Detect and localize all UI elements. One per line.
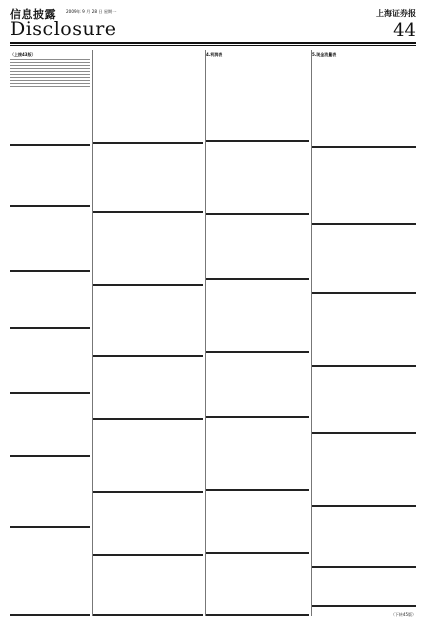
financial-table (93, 147, 203, 213)
financial-table (312, 510, 416, 568)
financial-table (10, 460, 90, 528)
financial-table (206, 421, 309, 491)
financial-table (312, 228, 416, 294)
financial-table (206, 494, 309, 554)
financial-table (312, 370, 416, 434)
column-4 (312, 50, 416, 616)
financial-table (206, 145, 309, 215)
masthead (10, 6, 416, 52)
financial-table (93, 360, 203, 420)
financial-table (10, 92, 90, 146)
financial-table (312, 58, 416, 148)
financial-table (206, 58, 309, 142)
column-3 (206, 50, 309, 616)
financial-table (10, 332, 90, 394)
financial-table (10, 275, 90, 329)
column-1 (10, 50, 90, 616)
financial-table (10, 531, 90, 616)
section-title-cn: 信息披露 (10, 8, 56, 21)
financial-table (93, 289, 203, 357)
section-heading: 4.利润表 (206, 52, 223, 57)
financial-table (93, 559, 203, 616)
financial-table (312, 151, 416, 225)
financial-table (312, 437, 416, 507)
continued-on-label: （下转45版） (390, 612, 416, 617)
financial-table (10, 210, 90, 272)
note-text (10, 59, 90, 89)
masthead-rule-thin (10, 45, 416, 46)
financial-table (312, 297, 416, 367)
financial-table (10, 397, 90, 457)
financial-table (93, 423, 203, 493)
issue-date: 2009年 9 月 28 日 星期一 (66, 9, 117, 14)
financial-table (206, 218, 309, 280)
financial-table (93, 52, 203, 144)
financial-table (93, 496, 203, 556)
financial-table (10, 149, 90, 207)
financial-table (312, 571, 416, 607)
continued-from-label: （上接43版） (10, 52, 36, 57)
column-2 (93, 50, 203, 616)
newspaper-name: 上海证券报 (376, 8, 416, 18)
financial-table (93, 216, 203, 286)
financial-table (206, 356, 309, 418)
page-number: 44 (393, 20, 416, 41)
section-title-en: Disclosure (10, 18, 117, 40)
financial-table (206, 557, 309, 616)
masthead-rule (10, 42, 416, 44)
financial-table (206, 283, 309, 353)
section-heading: 5.现金流量表 (312, 52, 337, 57)
